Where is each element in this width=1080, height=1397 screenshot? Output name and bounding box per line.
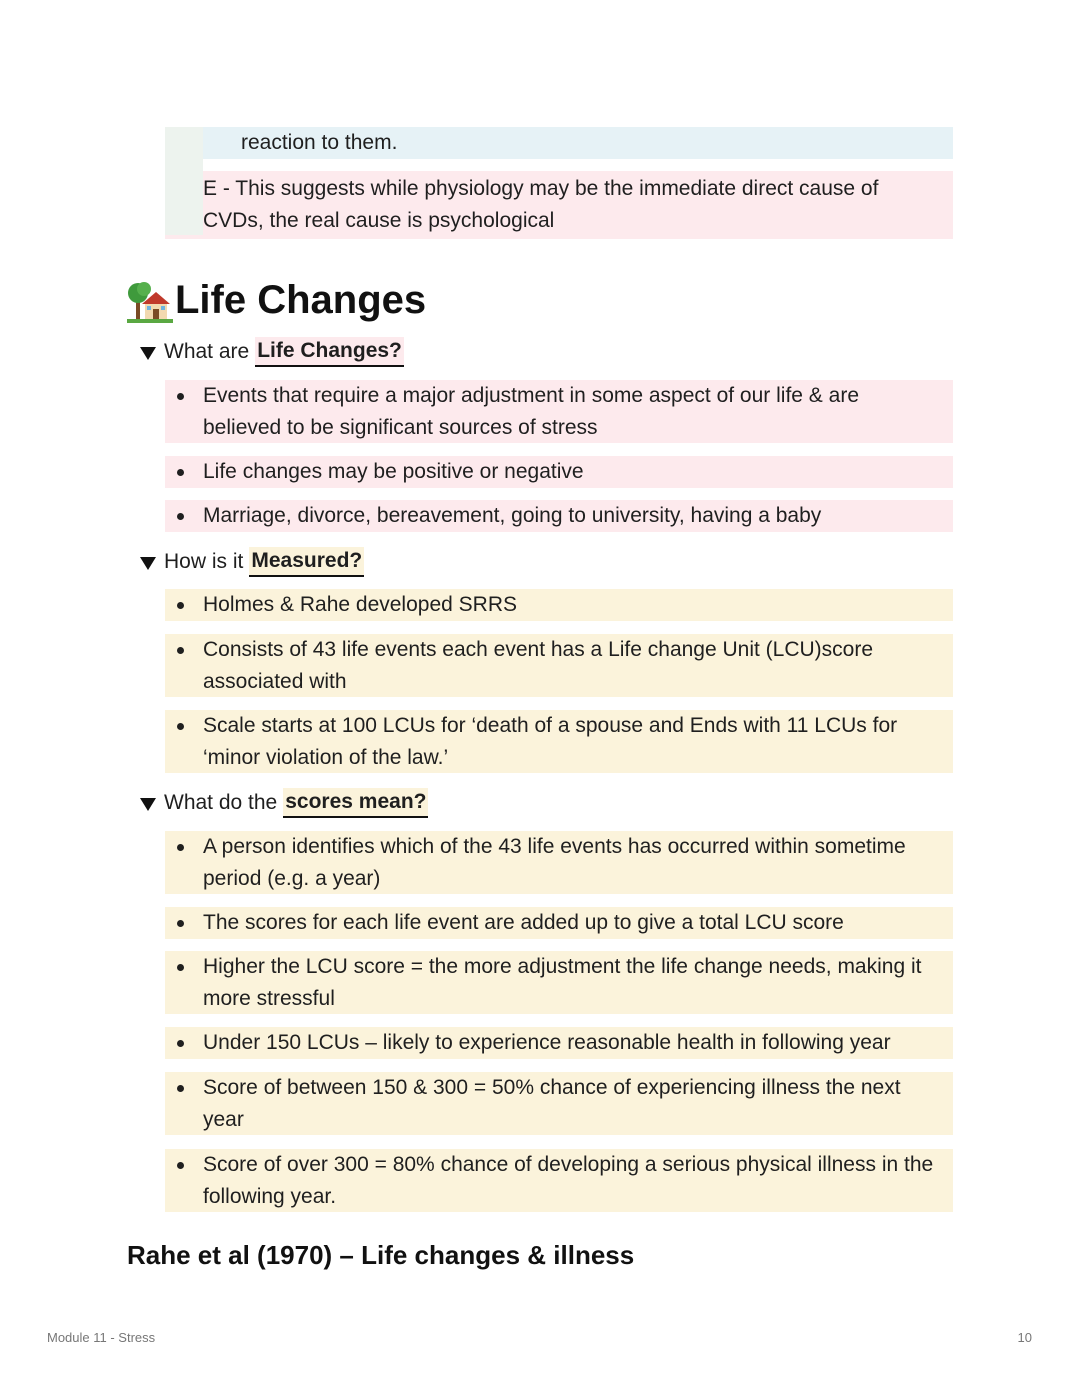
list-item-text: Holmes & Rahe developed SRRS bbox=[203, 593, 517, 616]
list-item bbox=[165, 380, 953, 443]
list-item bbox=[165, 1149, 953, 1212]
list-item-text: Events that require a major adjustment in some aspect of our life & are believed to be significant sources of stress bbox=[203, 384, 859, 439]
toggle-prefix: What do the bbox=[164, 791, 278, 814]
bullet-dot bbox=[177, 1085, 184, 1092]
toggle-triangle-icon[interactable] bbox=[140, 347, 156, 360]
list-item-text: Scale starts at 100 LCUs for ‘death of a spouse and Ends with 11 LCUs for ‘minor violation of the law.’ bbox=[203, 714, 898, 769]
list-item bbox=[165, 907, 953, 939]
footer-page-number: 10 bbox=[1017, 1330, 1032, 1345]
bullet-dot bbox=[177, 602, 184, 609]
bullet-dot bbox=[177, 723, 184, 730]
toggle-prefix: What are bbox=[164, 340, 250, 363]
toggle-triangle-icon[interactable] bbox=[140, 798, 156, 811]
list-item bbox=[165, 456, 953, 488]
toggle-highlight: Life Changes? bbox=[255, 337, 404, 367]
list-item bbox=[165, 831, 953, 894]
bullet-dot bbox=[177, 513, 184, 520]
section-title: Life Changes bbox=[175, 278, 427, 322]
toggle-what-are-life-changes[interactable] bbox=[140, 336, 404, 368]
list-item bbox=[165, 500, 953, 532]
footer-module-name: Module 11 - Stress bbox=[47, 1330, 156, 1345]
evaluation-point: E - This suggests while physiology may be the immediate direct cause of CVDs, the real cause is psychological bbox=[165, 171, 953, 239]
bullet-dot bbox=[177, 1040, 184, 1047]
list-item bbox=[165, 710, 953, 773]
section-heading bbox=[127, 274, 426, 326]
bullet-dot bbox=[177, 920, 184, 927]
toggle-what-do-scores-mean[interactable] bbox=[140, 787, 428, 819]
toggle-highlight: scores mean? bbox=[283, 788, 428, 818]
subheading-rahe-study: Rahe et al (1970) – Life changes & illness bbox=[127, 1240, 635, 1270]
list-item bbox=[165, 589, 953, 621]
previous-section-continuation bbox=[165, 127, 953, 239]
list-item-text: Consists of 43 life events each event has a Life change Unit (LCU)score associated with bbox=[203, 638, 874, 693]
list-item-text: Marriage, divorce, bereavement, going to university, having a baby bbox=[203, 504, 822, 527]
bullet-dot bbox=[177, 844, 184, 851]
toggle-how-is-it-measured[interactable] bbox=[140, 546, 364, 578]
callout-strip bbox=[165, 127, 203, 235]
list-item-text: Score of over 300 = 80% chance of developing a serious physical illness in the following year. bbox=[203, 1153, 934, 1208]
toggle-triangle-icon[interactable] bbox=[140, 557, 156, 570]
list-item-text: Higher the LCU score = the more adjustment the life change needs, making it more stressful bbox=[203, 955, 922, 1010]
list-item-text: The scores for each life event are added up to give a total LCU score bbox=[203, 911, 844, 934]
list-item-text: Life changes may be positive or negative bbox=[203, 460, 584, 483]
bullet-dot bbox=[177, 469, 184, 476]
list-item-text: Score of between 150 & 300 = 50% chance of experiencing illness the next year bbox=[203, 1076, 901, 1131]
list-item bbox=[165, 634, 953, 697]
toggle-prefix: How is it bbox=[164, 550, 244, 573]
list-item-text: Under 150 LCUs – likely to experience reasonable health in following year bbox=[203, 1031, 891, 1054]
house-with-garden-icon bbox=[127, 277, 173, 323]
bullet-dot bbox=[177, 647, 184, 654]
toggle-highlight: Measured? bbox=[249, 547, 364, 577]
list-item-text: A person identifies which of the 43 life events has occurred within sometime period (e.g. a year) bbox=[203, 835, 906, 890]
bullet-dot bbox=[177, 1162, 184, 1169]
reaction-line: reaction to them. bbox=[165, 127, 953, 159]
bullet-dot bbox=[177, 393, 184, 400]
list-item bbox=[165, 1027, 953, 1059]
list-item bbox=[165, 951, 953, 1014]
bullet-dot bbox=[177, 964, 184, 971]
list-item bbox=[165, 1072, 953, 1135]
